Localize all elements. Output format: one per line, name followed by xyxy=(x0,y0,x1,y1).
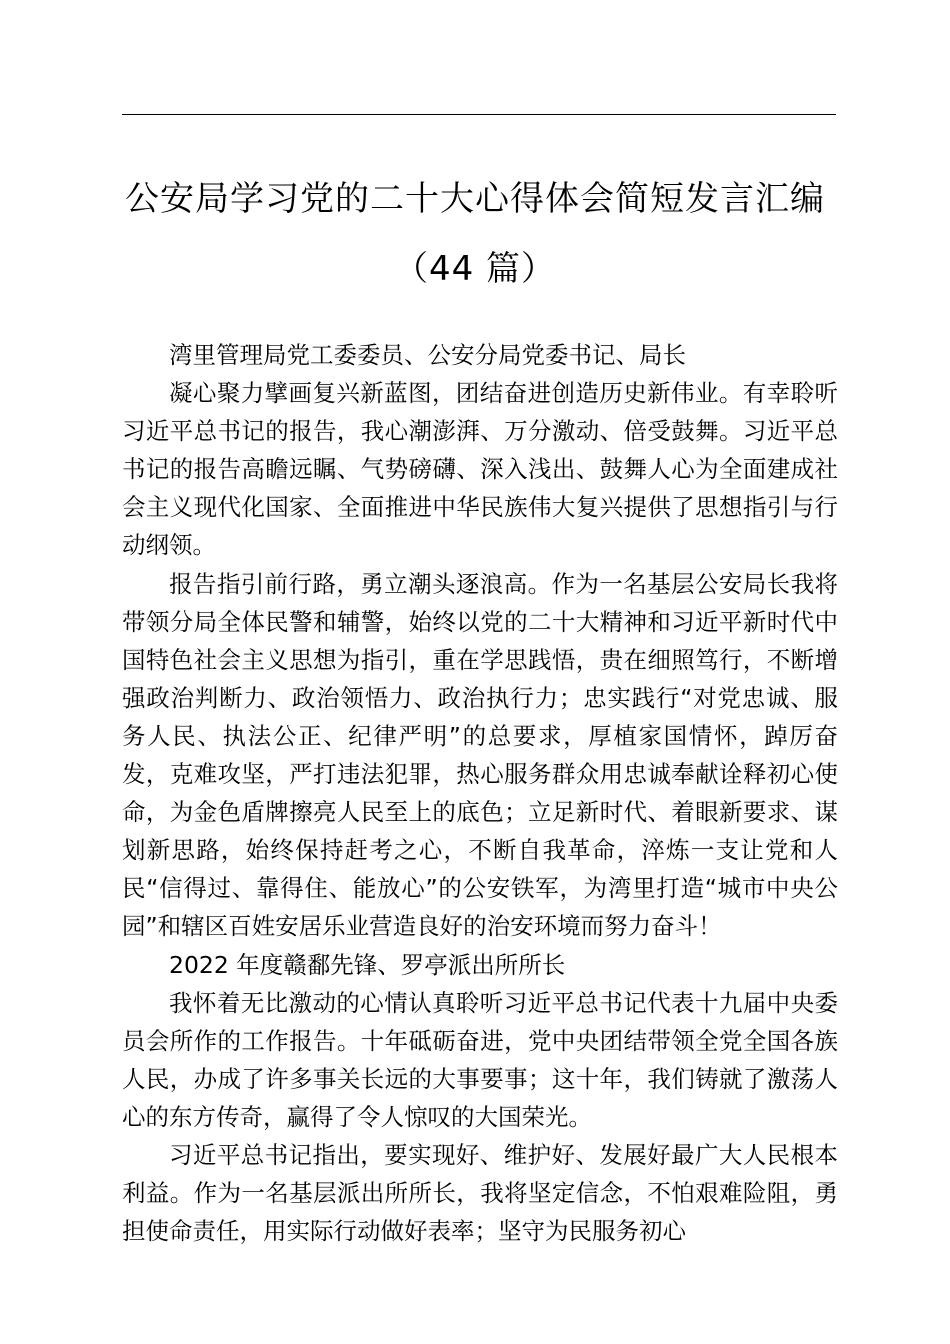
document-body xyxy=(122,336,838,1250)
header-rule xyxy=(122,114,836,115)
author-line: 2022 年度赣鄱先锋、罗亭派出所所长 xyxy=(169,950,566,979)
paragraph: 习近平总书记指出，要实现好、维护好、发展好最广大人民根本利益。作为一名基层派出所所长，我将坚定信念，不怕艰难险阻，勇担使命责任，用实际行动做好表率；坚守为民服务初心 xyxy=(122,1140,838,1246)
paragraph: 报告指引前行路，勇立潮头逐浪高。作为一名基层公安局长我将带领分局全体民警和辅警，始终以党的二十大精神和习近平新时代中国特色社会主义思想为指引，重在学思践悟，贵在细照笃行，不断增强政治判断力、政治领悟力、政治执行力；忠实践行“对党忠诚、服务人民、执法公正、纪律严明”的总要求，厚植家国情怀，踔厉奋发，克难攻坚，严打违法犯罪，热心服务群众用忠诚奉献诠释初心使命，为金色盾牌擦亮人民至上的底色；立足新时代、着眼新要求、谋划新思路，始终保持赶考之心，不断自我革命，淬炼一支让党和人民“信得过、靠得住、能放心”的公安铁军，为湾里打造“城市中央公园”和辖区百姓安居乐业营造良好的治安环境而努力奋斗！ xyxy=(122,569,838,941)
paragraph: 凝心聚力擘画复兴新蓝图，团结奋进创造历史新伟业。有幸聆听习近平总书记的报告，我心潮澎湃、万分激动、倍受鼓舞。习近平总书记的报告高瞻远瞩、气势磅礴、深入浅出、鼓舞人心为全面建成社会主义现代化国家、全面推进中华民族伟大复兴提供了思想指引与行动纲领。 xyxy=(122,379,838,560)
paragraph: 我怀着无比激动的心情认真聆听习近平总书记代表十九届中央委员会所作的工作报告。十年砥砺奋进，党中央团结带领全党全国各族人民，办成了许多事关长远的大事要事；这十年，我们铸就了激荡人心的东方传奇，赢得了令人惊叹的大国荣光。 xyxy=(122,988,838,1131)
document-subtitle: （44 篇） xyxy=(393,249,557,289)
document-title: 公安局学习党的二十大心得体会简短发言汇编 xyxy=(125,179,825,219)
author-line: 湾里管理局党工委委员、公安分局党委书记、局长 xyxy=(169,341,686,369)
